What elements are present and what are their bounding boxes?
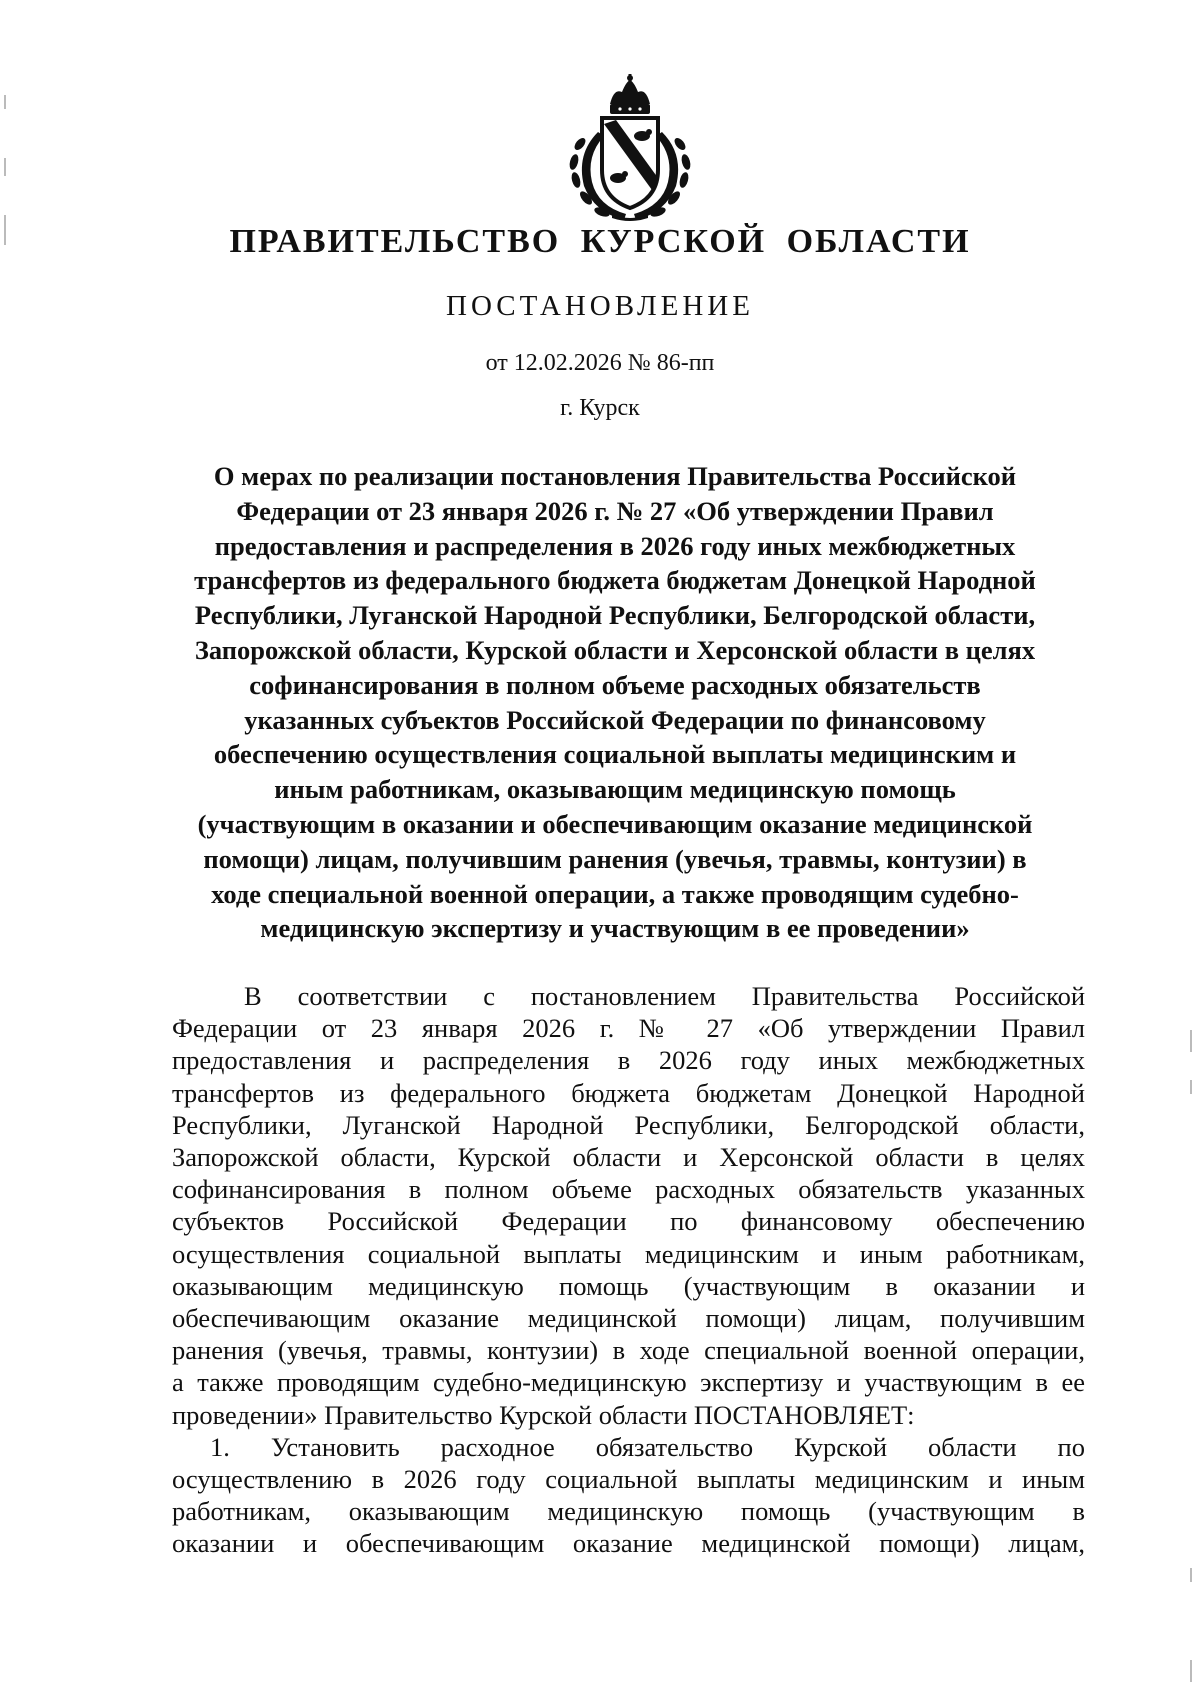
body-line: оказывающим медицинскую помощь (участвующим в оказании и [172, 1270, 1085, 1301]
heading-line: ходе специальной военной операции, а также проводящим судебно- [211, 878, 1019, 909]
document-date-number: от 12.02.2026 № 86-пп [485, 350, 715, 376]
scan-edge-mark [1190, 1030, 1192, 1052]
heading-line: указанных субъектов Российской Федерации по финансовому [244, 704, 986, 735]
body-line: субъектов Российской Федерации по финансовому обеспечению [172, 1206, 1085, 1237]
kursk-coat-of-arms-emblem [564, 74, 696, 222]
body-line: Республики, Луганской Народной Республики, Белгородской области, [172, 1109, 1085, 1140]
scan-edge-mark [1190, 1568, 1192, 1582]
document-type: ПОСТАНОВЛЕНИЕ [446, 290, 754, 322]
body-line: ранения (увечья, травмы, контузии) в ходе специальной военной операции, [172, 1335, 1085, 1366]
body-line: оказании и обеспечивающим оказание медицинской помощи) лицам, [172, 1528, 1085, 1559]
scan-edge-mark [4, 95, 6, 109]
body-line: обеспечивающим оказание медицинской помощи) лицам, получившим [172, 1303, 1085, 1334]
heading-line: софинансирования в полном объеме расходных обязательств [249, 669, 981, 700]
scan-edge-mark [1190, 1080, 1192, 1094]
body-line: проведении» Правительство Курской области ПОСТАНОВЛЯЕТ: [172, 1399, 915, 1430]
heading-line: Запорожской области, Курской области и Херсонской области в целях [194, 634, 1036, 665]
heading-line: трансфертов из федерального бюджета бюджетам Донецкой Народной [194, 565, 1036, 596]
body-line: Федерации от 23 января 2026 г. № 27 «Об утверждении Правил [172, 1013, 1085, 1044]
body-line: Запорожской области, Курской области и Херсонской области в целях [172, 1142, 1085, 1173]
heading-line: О мерах по реализации постановления Правительства Российской [213, 461, 1017, 491]
body-line: 1. Установить расходное обязательство Курской области по [210, 1431, 1085, 1462]
document-body [172, 980, 1085, 1560]
body-line: предоставления и распределения в 2026 году иных межбюджетных [172, 1045, 1085, 1076]
heading-line: помощи) лицам, получившим ранения (увечья, травмы, контузии) в [203, 843, 1027, 874]
document-place: г. Курск [560, 395, 640, 421]
scan-edge-mark [4, 158, 6, 176]
body-line: осуществления социальной выплаты медицинским и иным работникам, [172, 1238, 1085, 1269]
body-line: работникам, оказывающим медицинскую помощь (участвующим в [172, 1496, 1085, 1527]
body-line: трансфертов из федерального бюджета бюджетам Донецкой Народной [172, 1077, 1085, 1108]
scan-edge-mark [1190, 1660, 1192, 1682]
body-line: осуществлению в 2026 году социальной выплаты медицинским и иным [172, 1464, 1085, 1495]
body-line: софинансирования в полном объеме расходных обязательств указанных [172, 1174, 1085, 1205]
heading-line: предоставления и распределения в 2026 году иных межбюджетных [214, 530, 1016, 561]
body-line: а также проводящим судебно-медицинскую экспертизу и участвующим в ее [172, 1367, 1085, 1398]
document-heading [150, 459, 1080, 946]
heading-line: медицинскую экспертизу и участвующим в ее проведении» [260, 913, 970, 944]
heading-line: (участвующим в оказании и обеспечивающим оказание медицинской [197, 808, 1033, 839]
heading-line: обеспечению осуществления социальной выплаты медицинским и [213, 739, 1017, 770]
heading-line: Федерации от 23 января 2026 г. № 27 «Об утверждении Правил [236, 495, 994, 526]
heading-line: Республики, Луганской Народной Республики, Белгородской области, [194, 600, 1036, 631]
organization-title: ПРАВИТЕЛЬСТВО КУРСКОЙ ОБЛАСТИ [229, 223, 971, 260]
heading-line: иным работникам, оказывающим медицинскую помощь [274, 774, 956, 805]
body-line: В соответствии с постановлением Правительства Российской [244, 981, 1085, 1011]
